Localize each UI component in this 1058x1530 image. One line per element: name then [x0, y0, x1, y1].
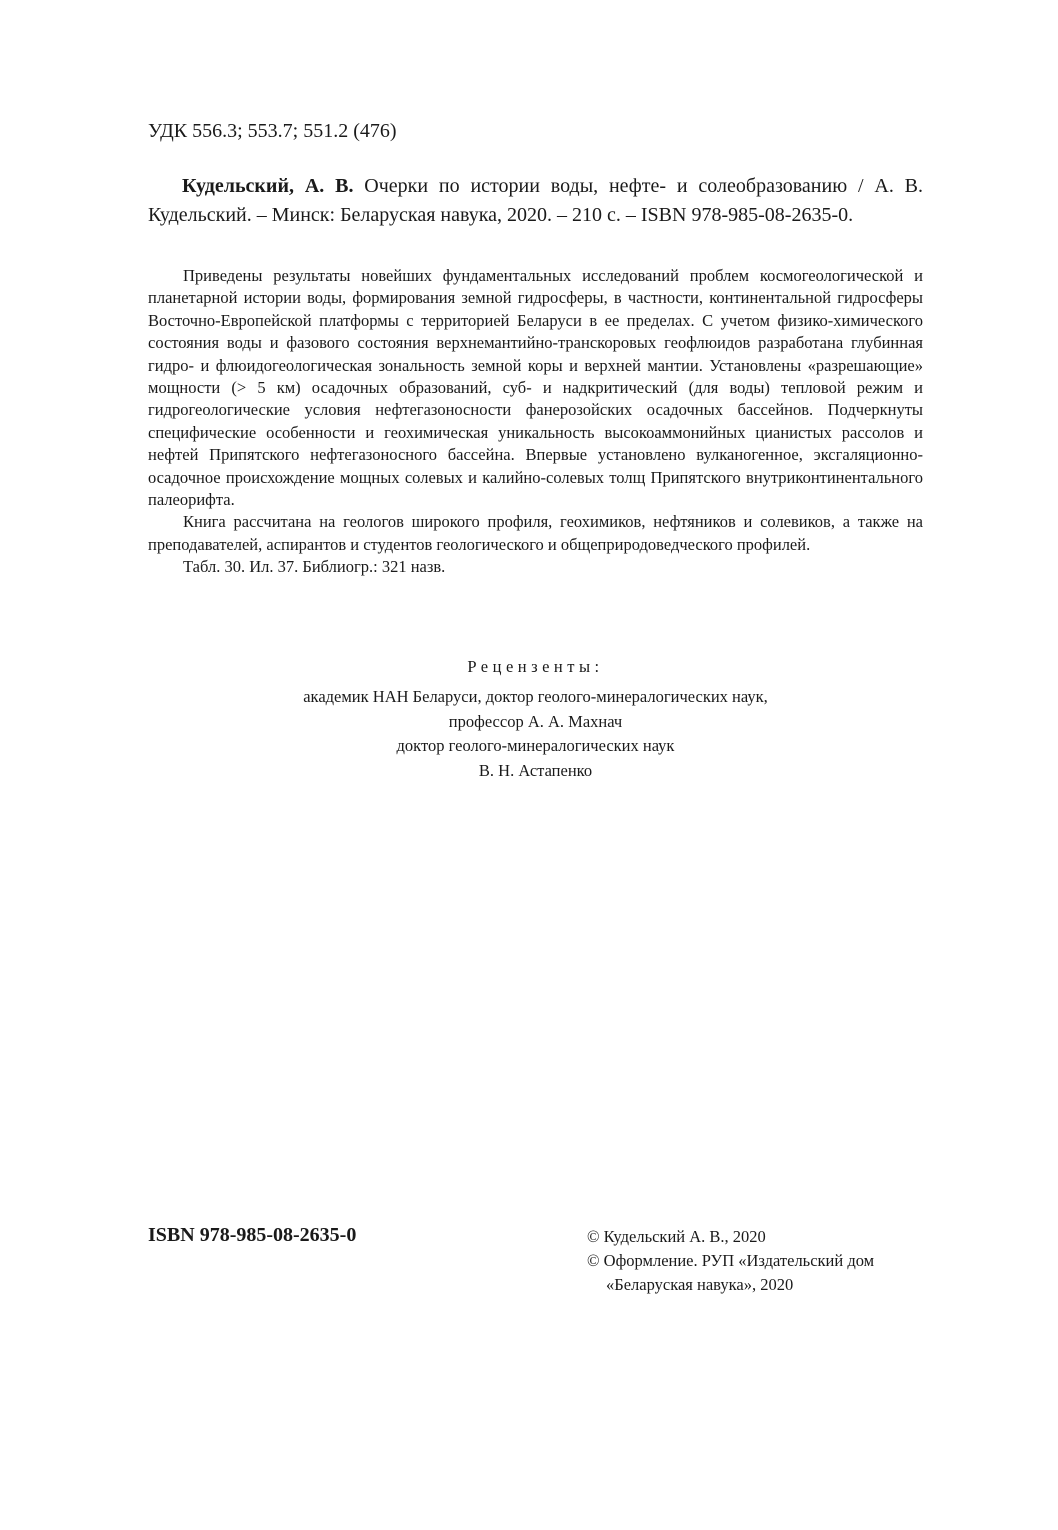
reviewer-line: академик НАН Беларуси, доктор геолого-минералогических наук,	[303, 687, 768, 706]
reviewer-line: профессор А. А. Махнач	[448, 711, 623, 731]
abstract-paragraph: Приведены результаты новейших фундаментальных исследований проблем космогеологической и планетарной истории воды, формирования земной гидросферы, в частности, континентальной гидросферы Восточно-Европейской платформы с территорией Беларуси в ее пределах. С учетом физико-химического состояния воды и фазового состояния верхнемантийно-транскоровых геофлюидов разработана глубинная гидро- и флюидогеологическая зональность земной коры и верхней мантии. Установлены «разрешающие» мощности (> 5 км) осадочных образований, суб- и надкритический (для воды) тепловой режим и гидрогеологические условия нефтегазоносности фанерозойских осадочных бассейнов. Подчеркнуты специфические особенности и геохимическая уникальность высокоаммонийных цианистых рассолов и нефтей Припятского нефтегазоносного бассейна. Впервые установлено вулканогенное, эксгаляционно-осадочное происхождение мощных солевых и калийно-солевых толщ Припятского внутриконтинентального палеорифта.	[148, 266, 923, 510]
copyright-notices	[587, 1225, 874, 1297]
copyright-design-continued: «Беларуская навука», 2020	[606, 1275, 794, 1294]
reviewers-block	[148, 654, 923, 783]
copyright-author: © Кудельский А. В., 2020	[587, 1227, 766, 1246]
reviewers-heading: Рецензенты:	[467, 657, 604, 676]
abstract-stats: Табл. 30. Ил. 37. Библиогр.: 321 назв.	[183, 557, 446, 577]
reviewer-line: В. Н. Астапенко	[478, 760, 593, 780]
abstract-paragraph: Книга рассчитана на геологов широкого профиля, геохимиков, нефтяников и солевиков, а также на преподавателей, аспирантов и студентов геологического и общеприродоведческого профилей.	[148, 512, 923, 554]
udk-code: УДК 556.3; 553.7; 551.2 (476)	[148, 120, 397, 142]
abstract	[148, 265, 923, 579]
biblio-author: Кудельский, А. В.	[182, 175, 354, 197]
copyright-design: © Оформление. РУП «Издательский дом	[587, 1251, 875, 1270]
isbn-number: ISBN 978-985-08-2635-0	[148, 1224, 357, 1246]
bibliographic-entry	[148, 172, 923, 230]
reviewer-line: доктор геолого-минералогических наук	[396, 736, 675, 755]
biblio-text: Очерки по истории воды, нефте- и солеобразованию / А. В. Кудельский. – Минск: Беларуская навука, 2020. – 210 с. – ISBN 978-985-08-2635-0.	[148, 175, 924, 226]
